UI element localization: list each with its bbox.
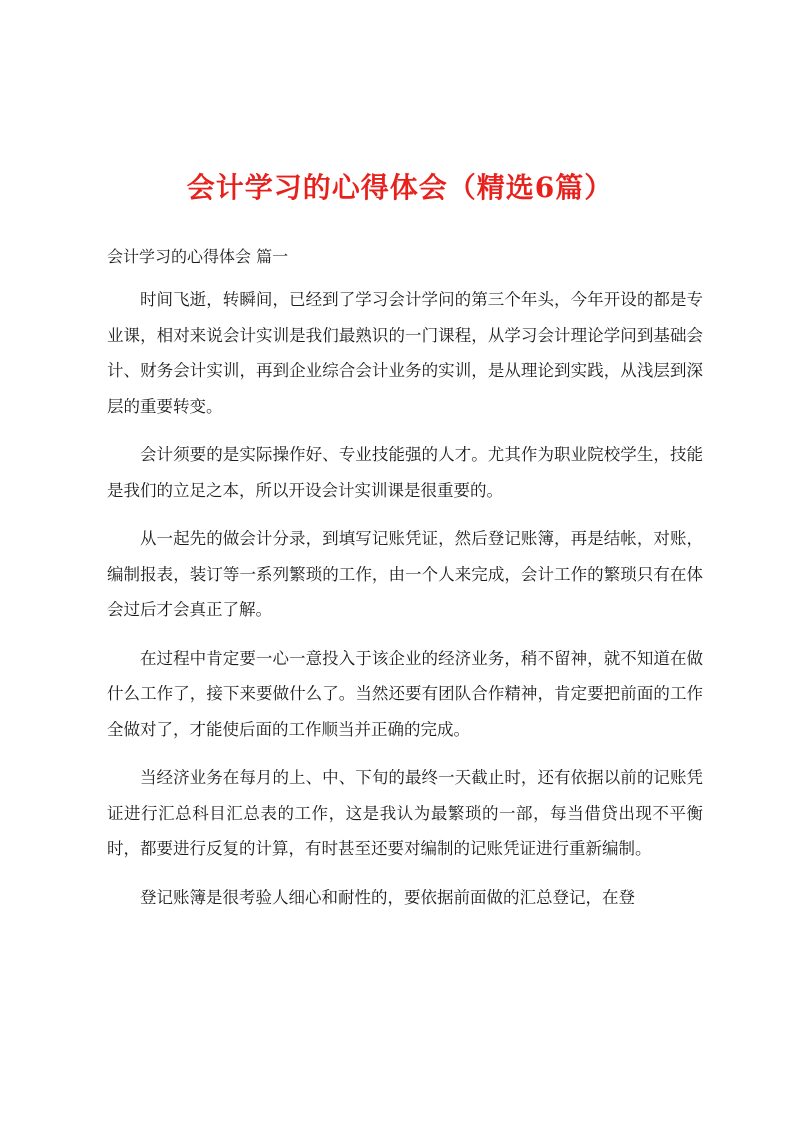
document-body: [107, 282, 703, 928]
paragraph: 时间飞逝，转瞬间，已经到了学习会计学问的第三个年头，今年开设的都是专业课，相对来说会计实训是我们最熟识的一门课程，从学习会计理论学问到基础会计、财务会计实训，再到企业综合会计业务的实训，是从理论到实践，从浅层到深层的重要转变。: [107, 290, 703, 416]
paragraph: 会计须要的是实际操作好、专业技能强的人才。尤其作为职业院校学生，技能是我们的立足之本，所以开设会计实训课是很重要的。: [107, 445, 703, 500]
document-title: 会计学习的心得体会（精选6篇）: [186, 171, 614, 204]
paragraph: 从一起先的做会计分录，到填写记账凭证，然后登记账簿，再是结帐，对账，编制报表，装订等一系列繁琐的工作，由一个人来完成，会计工作的繁琐只有在体会过后才会真正了解。: [107, 529, 703, 619]
paragraph: 在过程中肯定要一心一意投入于该企业的经济业务，稍不留神，就不知道在做什么工作了，接下来要做什么了。当然还要有团队合作精神，肯定要把前面的工作全做对了，才能使后面的工作顺当并正确的完成。: [107, 648, 703, 739]
paragraph: 当经济业务在每月的上、中、下旬的最终一天截止时，还有依据以前的记账凭证进行汇总科目汇总表的工作，这是我认为最繁琐的一部，每当借贷出现不平衡时，都要进行反复的计算，有时甚至还要对编制的记账凭证进行重新编制。: [107, 768, 703, 858]
paragraph: 登记账簿是很考验人细心和耐性的，要依据前面做的汇总登记，在登: [140, 887, 635, 907]
section-heading: 会计学习的心得体会 篇一: [107, 247, 289, 266]
